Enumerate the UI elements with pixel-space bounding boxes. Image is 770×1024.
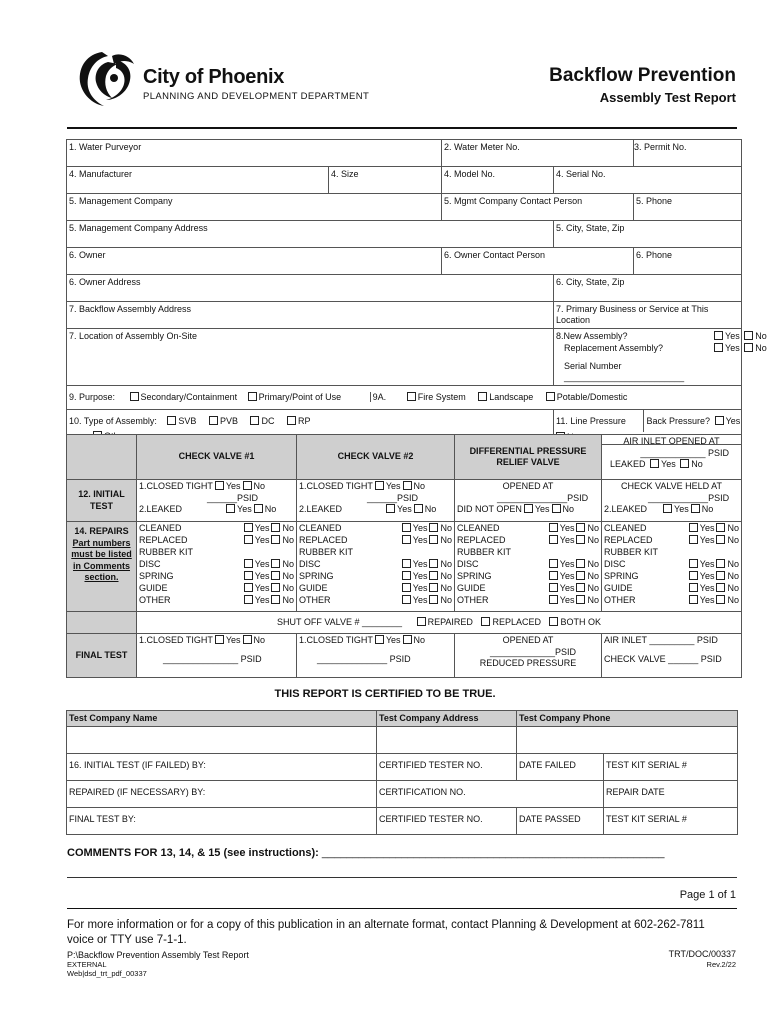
repair-part-row: OTHER Yes No bbox=[457, 595, 599, 605]
cv2-leaked-no-checkbox[interactable] bbox=[414, 504, 423, 513]
repair-part-row: SPRING Yes No bbox=[604, 571, 739, 581]
repair-part-row: REPLACED Yes No bbox=[604, 535, 739, 545]
repair-no-checkbox[interactable] bbox=[716, 535, 725, 544]
test-results-table bbox=[66, 434, 742, 678]
repair-part-row: SPRING Yes No bbox=[457, 571, 599, 581]
repair-part-label: OTHER bbox=[139, 595, 171, 605]
check-valve-leaked-no-checkbox[interactable] bbox=[691, 504, 700, 513]
model-field[interactable]: 4. Model No. bbox=[442, 167, 554, 194]
repair-no-checkbox[interactable] bbox=[716, 523, 725, 532]
repair-part-row: REPLACED Yes No bbox=[139, 535, 294, 545]
certification-statement: THIS REPORT IS CERTIFIED TO BE TRUE. bbox=[274, 688, 496, 700]
final-test-label: FINAL TEST bbox=[67, 634, 137, 678]
repair-yes-checkbox[interactable] bbox=[402, 571, 411, 580]
primary-point-checkbox[interactable] bbox=[248, 392, 257, 401]
owner-field[interactable]: 6. Owner bbox=[67, 248, 442, 275]
repair-yes-checkbox[interactable] bbox=[689, 583, 698, 592]
final-test-by-field[interactable]: FINAL TEST BY: bbox=[67, 808, 377, 835]
air-inlet-final-cell: AIR INLET _________ PSID CHECK VALVE ______ PSID bbox=[602, 634, 742, 678]
repair-part-row: DISC Yes No bbox=[299, 559, 452, 569]
repair-yes-checkbox[interactable] bbox=[402, 595, 411, 604]
date-failed-field[interactable]: DATE FAILED bbox=[517, 754, 604, 781]
repair-yes-checkbox[interactable] bbox=[244, 523, 253, 532]
repair-no-checkbox[interactable] bbox=[576, 535, 585, 544]
repair-no-checkbox[interactable] bbox=[576, 523, 585, 532]
company-address-field[interactable] bbox=[377, 727, 517, 754]
shutoff-replaced-checkbox[interactable] bbox=[481, 617, 490, 626]
secondary-containment-checkbox[interactable] bbox=[130, 392, 139, 401]
repair-part-label: OTHER bbox=[457, 595, 489, 605]
repair-part-label: GUIDE bbox=[457, 583, 486, 593]
repair-part-label: GUIDE bbox=[139, 583, 168, 593]
repair-part-row: DISC Yes No bbox=[139, 559, 294, 569]
primary-business-field[interactable]: 7. Primary Business or Service at This Location bbox=[554, 302, 742, 329]
repair-part-label: RUBBER KIT bbox=[299, 547, 354, 557]
repair-no-checkbox[interactable] bbox=[429, 571, 438, 580]
company-phone-header: Test Company Phone bbox=[517, 711, 738, 727]
repair-part-label: RUBBER KIT bbox=[457, 547, 512, 557]
cv2-closed-no-checkbox[interactable] bbox=[403, 481, 412, 490]
assembly-address-field[interactable]: 7. Backflow Assembly Address bbox=[67, 302, 554, 329]
repair-yes-checkbox[interactable] bbox=[549, 559, 558, 568]
repair-part-label: CLEANED bbox=[139, 523, 182, 533]
replacement-yes-checkbox[interactable] bbox=[714, 343, 723, 352]
repair-no-checkbox[interactable] bbox=[429, 595, 438, 604]
purpose-row: 9. Purpose: Secondary/Containment Primary/Point of Use 9A. Fire System Landscape Potable/Domestic bbox=[67, 386, 742, 410]
repair-part-label: DISC bbox=[457, 559, 479, 569]
assembly-type-block: 10. Type of Assembly: SVB PVB DC RP bbox=[67, 410, 554, 445]
repair-part-row bbox=[457, 547, 599, 559]
check-valve-2-header: CHECK VALVE #2 bbox=[297, 435, 455, 480]
repair-no-checkbox[interactable] bbox=[576, 559, 585, 568]
repair-yes-checkbox[interactable] bbox=[689, 559, 698, 568]
repair-part-label: GUIDE bbox=[604, 583, 633, 593]
repair-no-checkbox[interactable] bbox=[576, 571, 585, 580]
repair-yes-checkbox[interactable] bbox=[244, 595, 253, 604]
repair-part-label: SPRING bbox=[139, 571, 174, 581]
repair-no-checkbox[interactable] bbox=[576, 583, 585, 592]
document-subtitle: Assembly Test Report bbox=[599, 90, 736, 105]
cv1-leaked-no-checkbox[interactable] bbox=[254, 504, 263, 513]
repair-part-label: RUBBER KIT bbox=[139, 547, 194, 557]
air-inlet-header: AIR INLET OPENED AT _____________ PSID LEAKED Yes No bbox=[602, 435, 742, 480]
repair-part-row: CLEANED Yes No bbox=[457, 523, 599, 533]
size-field[interactable]: 4. Size bbox=[329, 167, 442, 194]
owner-phone-field[interactable]: 6. Phone bbox=[634, 248, 742, 275]
cv1-final-cell: 1.CLOSED TIGHT Yes No _______________ PSID bbox=[137, 634, 297, 678]
repair-no-checkbox[interactable] bbox=[429, 523, 438, 532]
repair-date-field[interactable]: REPAIR DATE bbox=[604, 781, 738, 808]
file-path: P:\Backflow Prevention Assembly Test Report EXTERNAL Web|dsd_trt_pdf_00337 bbox=[67, 950, 249, 978]
cv1-closed-yes-checkbox[interactable] bbox=[215, 481, 224, 490]
serial-field[interactable]: 4. Serial No. bbox=[554, 167, 742, 194]
document-title: Backflow Prevention bbox=[549, 65, 736, 86]
landscape-checkbox[interactable] bbox=[478, 392, 487, 401]
revision: Rev.2/22 bbox=[706, 960, 736, 969]
cv1-closed-no-checkbox[interactable] bbox=[243, 481, 252, 490]
repair-part-label: DISC bbox=[299, 559, 321, 569]
repair-part-row bbox=[299, 547, 452, 559]
differential-header: DIFFERENTIAL PRESSURE RELIEF VALVE bbox=[455, 435, 602, 480]
cv2-final-no-checkbox[interactable] bbox=[403, 635, 412, 644]
cv1-final-yes-checkbox[interactable] bbox=[215, 635, 224, 644]
header-divider bbox=[67, 127, 737, 129]
cv1-leaked-yes-checkbox[interactable] bbox=[226, 504, 235, 513]
phoenix-bird-logo bbox=[72, 48, 142, 110]
repair-yes-checkbox[interactable] bbox=[402, 535, 411, 544]
repair-yes-checkbox[interactable] bbox=[549, 571, 558, 580]
repair-part-label: OTHER bbox=[299, 595, 331, 605]
repair-yes-checkbox[interactable] bbox=[689, 595, 698, 604]
org-name: City of Phoenix bbox=[143, 66, 285, 88]
shutoff-both-ok-checkbox[interactable] bbox=[549, 617, 558, 626]
pvb-checkbox[interactable] bbox=[209, 416, 218, 425]
check-valve-leaked-yes-checkbox[interactable] bbox=[663, 504, 672, 513]
repair-part-row: CLEANED Yes No bbox=[299, 523, 452, 533]
repair-yes-checkbox[interactable] bbox=[244, 583, 253, 592]
part-numbers-note: Part numbers must be listed in Comments section. bbox=[71, 537, 132, 582]
repair-part-row: OTHER Yes No bbox=[299, 595, 452, 605]
back-pressure-yes-checkbox[interactable] bbox=[715, 416, 724, 425]
diff-repairs-cell bbox=[455, 522, 602, 612]
contact-info: For more information or for a copy of this publication in an alternate format, contact Planning & Development at 602-262-7811 voice or TTY use 7-1-1. bbox=[67, 919, 705, 946]
company-phone-field[interactable] bbox=[517, 727, 738, 754]
new-assembly-block: 8.New Assembly? Yes No Replacement Assembly? Yes No Serial Number ________________________ bbox=[554, 329, 742, 386]
company-address-header: Test Company Address bbox=[377, 711, 517, 727]
repair-no-checkbox[interactable] bbox=[716, 559, 725, 568]
date-passed-field[interactable]: DATE PASSED bbox=[517, 808, 604, 835]
svb-checkbox[interactable] bbox=[167, 416, 176, 425]
repair-part-label: CLEANED bbox=[604, 523, 647, 533]
diff-initial-cell: OPENED AT ______________PSID DID NOT OPEN Yes No bbox=[455, 480, 602, 522]
repair-yes-checkbox[interactable] bbox=[244, 535, 253, 544]
repair-part-label: REPLACED bbox=[604, 535, 653, 545]
repair-yes-checkbox[interactable] bbox=[244, 559, 253, 568]
repair-part-label: SPRING bbox=[299, 571, 334, 581]
repair-yes-checkbox[interactable] bbox=[689, 571, 698, 580]
air-inlet-initial-cell: CHECK VALVE HELD AT ____________PSID 2.LEAKED Yes No bbox=[602, 480, 742, 522]
repair-yes-checkbox[interactable] bbox=[689, 523, 698, 532]
org-department: PLANNING AND DEVELOPMENT DEPARTMENT bbox=[143, 91, 370, 102]
repair-yes-checkbox[interactable] bbox=[549, 583, 558, 592]
document-number: TRT/DOC/00337 bbox=[668, 949, 736, 959]
owner-address-field[interactable]: 6. Owner Address bbox=[67, 275, 554, 302]
repair-part-label: REPLACED bbox=[299, 535, 348, 545]
repair-part-row: SPRING Yes No bbox=[299, 571, 452, 581]
repair-part-row bbox=[604, 547, 739, 559]
shutoff-repaired-checkbox[interactable] bbox=[417, 617, 426, 626]
final-test-kit-serial-field[interactable]: TEST KIT SERIAL # bbox=[604, 808, 738, 835]
shutoff-label-cell bbox=[67, 612, 137, 634]
serial-number-field[interactable]: Serial Number ________________________ bbox=[564, 361, 685, 382]
did-not-open-no-checkbox[interactable] bbox=[552, 504, 561, 513]
repaired-by-field[interactable]: REPAIRED (IF NECESSARY) BY: bbox=[67, 781, 377, 808]
shutoff-row: SHUT OFF VALVE # ________ REPAIRED REPLACED BOTH OK bbox=[137, 612, 742, 634]
repair-no-checkbox[interactable] bbox=[429, 535, 438, 544]
location-field[interactable]: 7. Location of Assembly On-Site bbox=[67, 329, 554, 386]
cv1-initial-cell: 1.CLOSED TIGHT Yes No ______PSID 2.LEAKED Yes No bbox=[137, 480, 297, 522]
line-pressure-field[interactable]: 11. Line Pressure bbox=[554, 410, 644, 432]
initial-test-label: 12. INITIAL TEST bbox=[67, 480, 137, 522]
initial-test-by-field[interactable]: 16. INITIAL TEST (IF FAILED) BY: bbox=[67, 754, 377, 781]
repair-part-label: REPLACED bbox=[139, 535, 188, 545]
repair-no-checkbox[interactable] bbox=[271, 535, 280, 544]
diff-final-cell: OPENED AT _____________PSID REDUCED PRESSURE bbox=[455, 634, 602, 678]
certification-no-field[interactable]: CERTIFICATION NO. bbox=[377, 781, 604, 808]
repair-yes-checkbox[interactable] bbox=[402, 583, 411, 592]
repair-yes-checkbox[interactable] bbox=[402, 559, 411, 568]
manufacturer-field[interactable]: 4. Manufacturer bbox=[67, 167, 329, 194]
page-number: Page 1 of 1 bbox=[679, 889, 736, 901]
repair-part-label: GUIDE bbox=[299, 583, 328, 593]
repair-yes-checkbox[interactable] bbox=[689, 535, 698, 544]
comments-line[interactable] bbox=[67, 877, 737, 878]
water-meter-field[interactable]: 2. Water Meter No. bbox=[442, 140, 634, 167]
company-name-header: Test Company Name bbox=[67, 711, 377, 727]
repair-part-row: REPLACED Yes No bbox=[457, 535, 599, 545]
replacement-no-checkbox[interactable] bbox=[744, 343, 753, 352]
repair-no-checkbox[interactable] bbox=[429, 559, 438, 568]
certified-tester-field[interactable]: CERTIFIED TESTER NO. bbox=[377, 754, 517, 781]
test-company-table bbox=[66, 710, 738, 835]
cv2-initial-cell: 1.CLOSED TIGHT Yes No ______PSID 2.LEAKED Yes No bbox=[297, 480, 455, 522]
permit-field[interactable]: 3. Permit No. bbox=[634, 140, 742, 167]
repair-part-label: SPRING bbox=[604, 571, 639, 581]
air-inlet-repairs-cell bbox=[602, 522, 742, 612]
water-purveyor-field[interactable]: 1. Water Purveyor bbox=[67, 140, 442, 167]
repair-part-row: GUIDE Yes No bbox=[604, 583, 739, 593]
mgmt-phone-field[interactable]: 5. Phone bbox=[634, 194, 742, 221]
rp-checkbox[interactable] bbox=[287, 416, 296, 425]
repair-part-row: SPRING Yes No bbox=[139, 571, 294, 581]
repair-no-checkbox[interactable] bbox=[271, 595, 280, 604]
shutoff-valve-field[interactable]: SHUT OFF VALVE # ________ bbox=[277, 617, 403, 627]
repair-yes-checkbox[interactable] bbox=[402, 523, 411, 532]
repair-part-row bbox=[139, 547, 294, 559]
repair-no-checkbox[interactable] bbox=[716, 583, 725, 592]
did-not-open-yes-checkbox[interactable] bbox=[524, 504, 533, 513]
repair-no-checkbox[interactable] bbox=[271, 571, 280, 580]
repair-part-label: RUBBER KIT bbox=[604, 547, 659, 557]
repair-no-checkbox[interactable] bbox=[576, 595, 585, 604]
repair-part-label: CLEANED bbox=[457, 523, 500, 533]
repair-no-checkbox[interactable] bbox=[271, 523, 280, 532]
repair-no-checkbox[interactable] bbox=[716, 595, 725, 604]
repair-part-label: REPLACED bbox=[457, 535, 506, 545]
repair-part-label: OTHER bbox=[604, 595, 636, 605]
repair-part-label: DISC bbox=[604, 559, 626, 569]
repair-part-label: CLEANED bbox=[299, 523, 342, 533]
mgmt-city-field[interactable]: 5. City, State, Zip bbox=[554, 221, 742, 248]
footer-divider bbox=[67, 908, 737, 909]
repair-part-row: CLEANED Yes No bbox=[604, 523, 739, 533]
repair-no-checkbox[interactable] bbox=[429, 583, 438, 592]
comments-label: COMMENTS FOR 13, 14, & 15 (see instructions): ________________________________________________________ bbox=[67, 847, 665, 859]
air-inlet-leaked-no-checkbox[interactable] bbox=[680, 459, 689, 468]
repair-part-row: DISC Yes No bbox=[604, 559, 739, 569]
mgmt-contact-field[interactable]: 5. Mgmt Company Contact Person bbox=[442, 194, 634, 221]
cv2-final-yes-checkbox[interactable] bbox=[375, 635, 384, 644]
repair-part-row: GUIDE Yes No bbox=[139, 583, 294, 593]
repair-yes-checkbox[interactable] bbox=[244, 571, 253, 580]
mgmt-company-field[interactable]: 5. Management Company bbox=[67, 194, 442, 221]
repair-part-label: DISC bbox=[139, 559, 161, 569]
repair-part-row: GUIDE Yes No bbox=[299, 583, 452, 593]
repair-part-row: OTHER Yes No bbox=[604, 595, 739, 605]
check-valve-1-header: CHECK VALVE #1 bbox=[137, 435, 297, 480]
cv1-repairs-cell bbox=[137, 522, 297, 612]
repair-part-row: REPLACED Yes No bbox=[299, 535, 452, 545]
repair-no-checkbox[interactable] bbox=[271, 583, 280, 592]
repair-yes-checkbox[interactable] bbox=[549, 535, 558, 544]
repair-no-checkbox[interactable] bbox=[716, 571, 725, 580]
air-inlet-leaked-yes-checkbox[interactable] bbox=[650, 459, 659, 468]
new-assembly-yes-checkbox[interactable] bbox=[714, 331, 723, 340]
assembly-info-table bbox=[66, 139, 767, 445]
repair-part-row: DISC Yes No bbox=[457, 559, 599, 569]
test-kit-serial-field[interactable]: TEST KIT SERIAL # bbox=[604, 754, 738, 781]
dc-checkbox[interactable] bbox=[250, 416, 259, 425]
repair-part-row: GUIDE Yes No bbox=[457, 583, 599, 593]
repair-yes-checkbox[interactable] bbox=[549, 523, 558, 532]
owner-city-field[interactable]: 6. City, State, Zip bbox=[554, 275, 742, 302]
cv2-repairs-cell bbox=[297, 522, 455, 612]
cv2-leaked-yes-checkbox[interactable] bbox=[386, 504, 395, 513]
final-certified-tester-field[interactable]: CERTIFIED TESTER NO. bbox=[377, 808, 517, 835]
cv2-closed-yes-checkbox[interactable] bbox=[375, 481, 384, 490]
repair-no-checkbox[interactable] bbox=[271, 559, 280, 568]
owner-contact-field[interactable]: 6. Owner Contact Person bbox=[442, 248, 634, 275]
new-assembly-no-checkbox[interactable] bbox=[744, 331, 753, 340]
repair-part-label: SPRING bbox=[457, 571, 492, 581]
cv2-final-cell: 1.CLOSED TIGHT Yes No ______________ PSID bbox=[297, 634, 455, 678]
repairs-label: 14. REPAIRS Part numbers must be listed in Comments section. bbox=[67, 522, 137, 612]
test-corner-cell bbox=[67, 435, 137, 480]
pressure-block: 11. Line Pressure Back Pressure? Yes bbox=[554, 410, 742, 445]
potable-domestic-checkbox[interactable] bbox=[546, 392, 555, 401]
repair-yes-checkbox[interactable] bbox=[549, 595, 558, 604]
repair-part-row: OTHER Yes No bbox=[139, 595, 294, 605]
fire-system-checkbox[interactable] bbox=[407, 392, 416, 401]
cv1-final-no-checkbox[interactable] bbox=[243, 635, 252, 644]
repair-part-row: CLEANED Yes No bbox=[139, 523, 294, 533]
company-name-field[interactable] bbox=[67, 727, 377, 754]
mgmt-address-field[interactable]: 5. Management Company Address bbox=[67, 221, 554, 248]
